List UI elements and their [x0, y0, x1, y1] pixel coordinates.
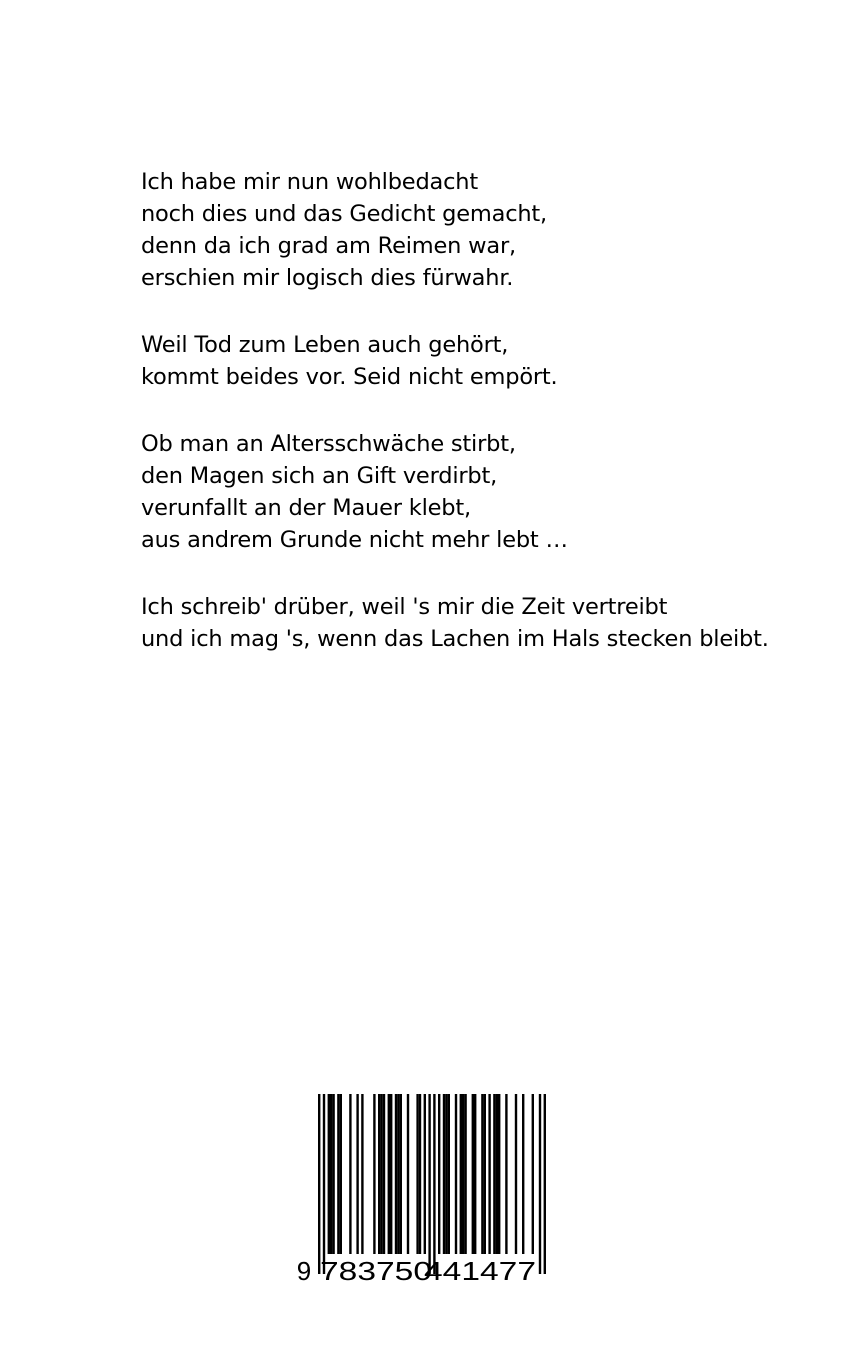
stanza-1	[141, 166, 821, 294]
stanza-3	[141, 428, 821, 556]
barcode-bar	[328, 1094, 330, 1254]
barcode-bar	[481, 1094, 483, 1254]
poem-line: verunfallt an der Mauer klebt,	[141, 495, 471, 521]
poem-line: Ob man an Altersschwäche stirbt,	[141, 431, 516, 457]
poem-line: den Magen sich an Gift verdirbt,	[141, 463, 498, 489]
barcode-bar	[395, 1094, 397, 1254]
barcode-guard-bar	[318, 1094, 320, 1274]
barcode-bar	[349, 1094, 351, 1254]
poem-line: Ich habe mir nun wohlbedacht	[141, 169, 478, 195]
barcode-bar	[522, 1094, 524, 1254]
poem-line: noch dies und das Gedicht gemacht,	[141, 201, 548, 227]
barcode-guard-bar	[539, 1094, 541, 1274]
barcode-bar	[419, 1094, 421, 1254]
poem-line: Ich schreib' drüber, weil 's mir die Zeit vertreibt	[141, 594, 668, 620]
barcode-guard-bar	[544, 1094, 546, 1274]
poem-line: erschien mir logisch dies fürwahr.	[141, 265, 514, 291]
barcode-bar	[380, 1094, 382, 1254]
barcode-bar	[474, 1094, 476, 1254]
barcode-bar	[361, 1094, 363, 1254]
barcode-bar	[448, 1094, 450, 1254]
barcode-bar	[445, 1094, 447, 1254]
barcode-right-digits: 441477	[424, 1256, 536, 1286]
barcode-bar	[460, 1094, 462, 1254]
barcode-bar	[443, 1094, 445, 1254]
barcode-bar	[493, 1094, 495, 1254]
barcode-bar	[390, 1094, 392, 1254]
barcode-bar	[330, 1094, 332, 1254]
barcode-bar	[383, 1094, 385, 1254]
stanza-2	[141, 329, 821, 393]
barcode-bar	[484, 1094, 486, 1254]
barcode-bar	[496, 1094, 498, 1254]
poem-line: kommt beides vor. Seid nicht empört.	[141, 364, 558, 390]
barcode-bar	[488, 1094, 490, 1254]
barcode-bar	[532, 1094, 534, 1254]
barcode-bar	[472, 1094, 474, 1254]
barcode-bar	[337, 1094, 339, 1254]
barcode-bar	[424, 1094, 426, 1254]
barcode-bar	[340, 1094, 342, 1254]
poem-line: denn da ich grad am Reimen war,	[141, 233, 516, 259]
isbn-barcode	[292, 1092, 552, 1288]
barcode-bar	[373, 1094, 375, 1254]
barcode-left-digits: 783750	[320, 1256, 432, 1286]
poem-line: Weil Tod zum Leben auch gehört,	[141, 332, 509, 358]
barcode-bar	[388, 1094, 390, 1254]
barcode-bar	[438, 1094, 440, 1254]
barcode-guard-bar	[323, 1094, 325, 1274]
barcode-bars	[318, 1094, 546, 1274]
barcode-bar	[462, 1094, 464, 1254]
poem	[141, 166, 821, 690]
barcode-bar	[464, 1094, 466, 1254]
barcode-bar	[455, 1094, 457, 1254]
barcode-bar	[416, 1094, 418, 1254]
barcode-guard-bar	[428, 1094, 430, 1274]
barcode-bar	[505, 1094, 507, 1254]
barcode-first-digit: 9	[296, 1256, 312, 1286]
barcode-guard-bar	[433, 1094, 435, 1274]
barcode-bar	[378, 1094, 380, 1254]
stanza-4	[141, 591, 821, 655]
barcode-graphic	[292, 1092, 552, 1288]
barcode-bar	[332, 1094, 334, 1254]
barcode-bar	[400, 1094, 402, 1254]
barcode-bar	[407, 1094, 409, 1254]
barcode-bar	[515, 1094, 517, 1254]
poem-line: aus andrem Grunde nicht mehr lebt …	[141, 527, 568, 553]
barcode-bar	[397, 1094, 399, 1254]
barcode-bar	[498, 1094, 500, 1254]
poem-line: und ich mag 's, wenn das Lachen im Hals stecken bleibt.	[141, 626, 769, 652]
barcode-bar	[356, 1094, 358, 1254]
